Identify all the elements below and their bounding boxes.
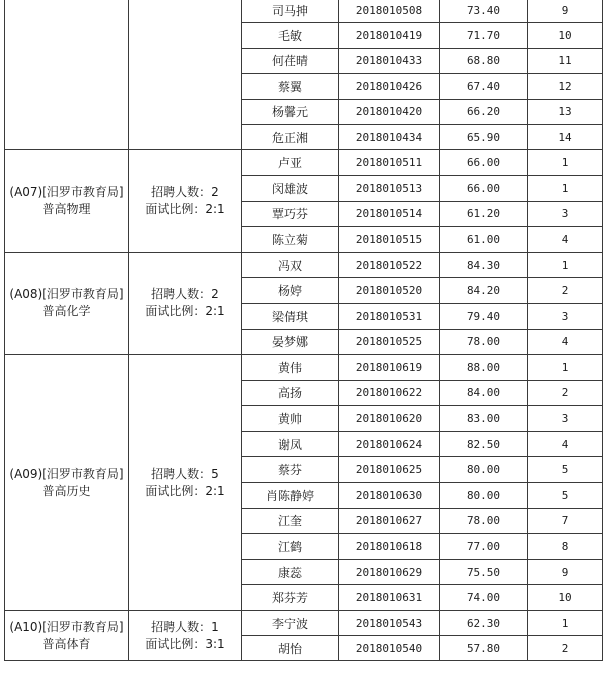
candidate-id: 2018010434 bbox=[339, 124, 440, 149]
candidate-rank: 2 bbox=[528, 380, 603, 406]
candidate-id: 2018010525 bbox=[339, 329, 440, 355]
candidate-name: 危正湘 bbox=[242, 124, 339, 149]
candidate-name: 胡怡 bbox=[242, 636, 339, 661]
candidate-rank: 1 bbox=[528, 252, 603, 278]
position-cell bbox=[5, 252, 129, 354]
candidate-score: 71.70 bbox=[440, 23, 528, 48]
position-code: (A10)[汨罗市教育局] bbox=[9, 619, 124, 634]
hiring-count: 招聘人数：2 bbox=[151, 185, 219, 200]
candidate-id: 2018010619 bbox=[339, 355, 440, 381]
candidate-rank: 5 bbox=[528, 483, 603, 509]
candidate-score: 84.30 bbox=[440, 252, 528, 278]
candidate-rank: 9 bbox=[528, 0, 603, 23]
candidate-rank: 9 bbox=[528, 559, 603, 585]
candidate-name: 何荏晴 bbox=[242, 48, 339, 73]
candidate-id: 2018010624 bbox=[339, 431, 440, 457]
table-row bbox=[5, 611, 603, 636]
table-row bbox=[5, 355, 603, 381]
candidate-score: 88.00 bbox=[440, 355, 528, 381]
position-subject: 普高历史 bbox=[42, 483, 91, 498]
position-cell bbox=[5, 611, 129, 661]
candidate-id: 2018010540 bbox=[339, 636, 440, 661]
candidate-score: 66.00 bbox=[440, 175, 528, 201]
candidate-name: 蔡芬 bbox=[242, 457, 339, 483]
table-row bbox=[5, 150, 603, 176]
candidate-rank: 8 bbox=[528, 534, 603, 560]
candidate-id: 2018010630 bbox=[339, 483, 440, 509]
candidate-name: 毛敏 bbox=[242, 23, 339, 48]
candidate-rank: 12 bbox=[528, 74, 603, 99]
candidate-score: 79.40 bbox=[440, 303, 528, 329]
candidate-id: 2018010520 bbox=[339, 278, 440, 304]
candidate-rank: 10 bbox=[528, 23, 603, 48]
candidate-name: 闵雄波 bbox=[242, 175, 339, 201]
results-table-body bbox=[5, 0, 603, 661]
requirement-cell bbox=[129, 150, 242, 252]
position-subject: 普高化学 bbox=[42, 304, 91, 319]
requirement-cell bbox=[129, 0, 242, 150]
candidate-name: 卢亚 bbox=[242, 150, 339, 176]
candidate-rank: 2 bbox=[528, 278, 603, 304]
candidate-id: 2018010631 bbox=[339, 585, 440, 611]
candidate-rank: 4 bbox=[528, 431, 603, 457]
candidate-name: 郑芬芳 bbox=[242, 585, 339, 611]
interview-ratio: 面试比例：2:1 bbox=[145, 202, 225, 217]
candidate-id: 2018010513 bbox=[339, 175, 440, 201]
interview-ratio: 面试比例：3:1 bbox=[145, 636, 225, 651]
candidate-score: 74.00 bbox=[440, 585, 528, 611]
hiring-count: 招聘人数：1 bbox=[151, 619, 219, 634]
candidate-score: 84.00 bbox=[440, 380, 528, 406]
hiring-count: 招聘人数：5 bbox=[151, 466, 219, 481]
table-row bbox=[5, 252, 603, 278]
position-cell bbox=[5, 150, 129, 252]
candidate-rank: 4 bbox=[528, 329, 603, 355]
candidate-id: 2018010433 bbox=[339, 48, 440, 73]
position-subject: 普高物理 bbox=[42, 202, 91, 217]
candidate-score: 66.20 bbox=[440, 99, 528, 124]
position-code: (A07)[汨罗市教育局] bbox=[9, 185, 124, 200]
candidate-name: 冯双 bbox=[242, 252, 339, 278]
hiring-count: 招聘人数：2 bbox=[151, 287, 219, 302]
candidate-id: 2018010419 bbox=[339, 23, 440, 48]
candidate-name: 梁倩琪 bbox=[242, 303, 339, 329]
candidate-score: 68.80 bbox=[440, 48, 528, 73]
candidate-id: 2018010515 bbox=[339, 227, 440, 253]
candidate-rank: 7 bbox=[528, 508, 603, 534]
position-code: (A09)[汨罗市教育局] bbox=[9, 466, 124, 481]
candidate-id: 2018010420 bbox=[339, 99, 440, 124]
candidate-id: 2018010508 bbox=[339, 0, 440, 23]
candidate-name: 黄帅 bbox=[242, 406, 339, 432]
candidate-name: 康蕊 bbox=[242, 559, 339, 585]
candidate-name: 江鹤 bbox=[242, 534, 339, 560]
candidate-score: 84.20 bbox=[440, 278, 528, 304]
candidate-id: 2018010531 bbox=[339, 303, 440, 329]
candidate-rank: 1 bbox=[528, 175, 603, 201]
candidate-rank: 3 bbox=[528, 303, 603, 329]
candidate-score: 83.00 bbox=[440, 406, 528, 432]
candidate-name: 蔡翼 bbox=[242, 74, 339, 99]
candidate-score: 78.00 bbox=[440, 329, 528, 355]
candidate-name: 陈立菊 bbox=[242, 227, 339, 253]
candidate-id: 2018010625 bbox=[339, 457, 440, 483]
candidate-rank: 4 bbox=[528, 227, 603, 253]
interview-ratio: 面试比例：2:1 bbox=[145, 483, 225, 498]
candidate-name: 黄伟 bbox=[242, 355, 339, 381]
candidate-score: 65.90 bbox=[440, 124, 528, 149]
requirement-cell bbox=[129, 355, 242, 611]
candidate-score: 57.80 bbox=[440, 636, 528, 661]
candidate-score: 67.40 bbox=[440, 74, 528, 99]
candidate-score: 62.30 bbox=[440, 611, 528, 636]
candidate-id: 2018010511 bbox=[339, 150, 440, 176]
candidate-name: 杨婷 bbox=[242, 278, 339, 304]
candidate-score: 78.00 bbox=[440, 508, 528, 534]
position-subject: 普高体育 bbox=[42, 636, 91, 651]
candidate-score: 73.40 bbox=[440, 0, 528, 23]
candidate-rank: 1 bbox=[528, 150, 603, 176]
candidate-rank: 3 bbox=[528, 201, 603, 227]
candidate-id: 2018010522 bbox=[339, 252, 440, 278]
candidate-score: 82.50 bbox=[440, 431, 528, 457]
candidate-id: 2018010620 bbox=[339, 406, 440, 432]
candidate-rank: 3 bbox=[528, 406, 603, 432]
candidate-name: 杨馨元 bbox=[242, 99, 339, 124]
requirement-cell bbox=[129, 611, 242, 661]
candidate-score: 61.20 bbox=[440, 201, 528, 227]
candidate-score: 80.00 bbox=[440, 457, 528, 483]
candidate-rank: 14 bbox=[528, 124, 603, 149]
candidate-name: 谢凤 bbox=[242, 431, 339, 457]
position-cell bbox=[5, 355, 129, 611]
candidate-rank: 1 bbox=[528, 611, 603, 636]
candidate-id: 2018010543 bbox=[339, 611, 440, 636]
candidate-name: 司马抻 bbox=[242, 0, 339, 23]
position-cell bbox=[5, 0, 129, 150]
candidate-id: 2018010426 bbox=[339, 74, 440, 99]
candidate-id: 2018010514 bbox=[339, 201, 440, 227]
candidate-score: 66.00 bbox=[440, 150, 528, 176]
candidate-id: 2018010622 bbox=[339, 380, 440, 406]
candidate-name: 肖陈静婷 bbox=[242, 483, 339, 509]
candidate-rank: 13 bbox=[528, 99, 603, 124]
candidate-name: 高扬 bbox=[242, 380, 339, 406]
candidate-name: 江奎 bbox=[242, 508, 339, 534]
position-code: (A08)[汨罗市教育局] bbox=[9, 287, 124, 302]
table-row bbox=[5, 0, 603, 23]
interview-ratio: 面试比例：2:1 bbox=[145, 304, 225, 319]
results-table bbox=[4, 0, 603, 661]
candidate-name: 覃巧芬 bbox=[242, 201, 339, 227]
candidate-rank: 11 bbox=[528, 48, 603, 73]
candidate-score: 77.00 bbox=[440, 534, 528, 560]
candidate-name: 李宁波 bbox=[242, 611, 339, 636]
candidate-id: 2018010627 bbox=[339, 508, 440, 534]
candidate-score: 75.50 bbox=[440, 559, 528, 585]
candidate-id: 2018010618 bbox=[339, 534, 440, 560]
candidate-score: 61.00 bbox=[440, 227, 528, 253]
candidate-rank: 5 bbox=[528, 457, 603, 483]
candidate-name: 晏梦娜 bbox=[242, 329, 339, 355]
candidate-rank: 2 bbox=[528, 636, 603, 661]
candidate-rank: 1 bbox=[528, 355, 603, 381]
candidate-id: 2018010629 bbox=[339, 559, 440, 585]
candidate-score: 80.00 bbox=[440, 483, 528, 509]
requirement-cell bbox=[129, 252, 242, 354]
candidate-rank: 10 bbox=[528, 585, 603, 611]
